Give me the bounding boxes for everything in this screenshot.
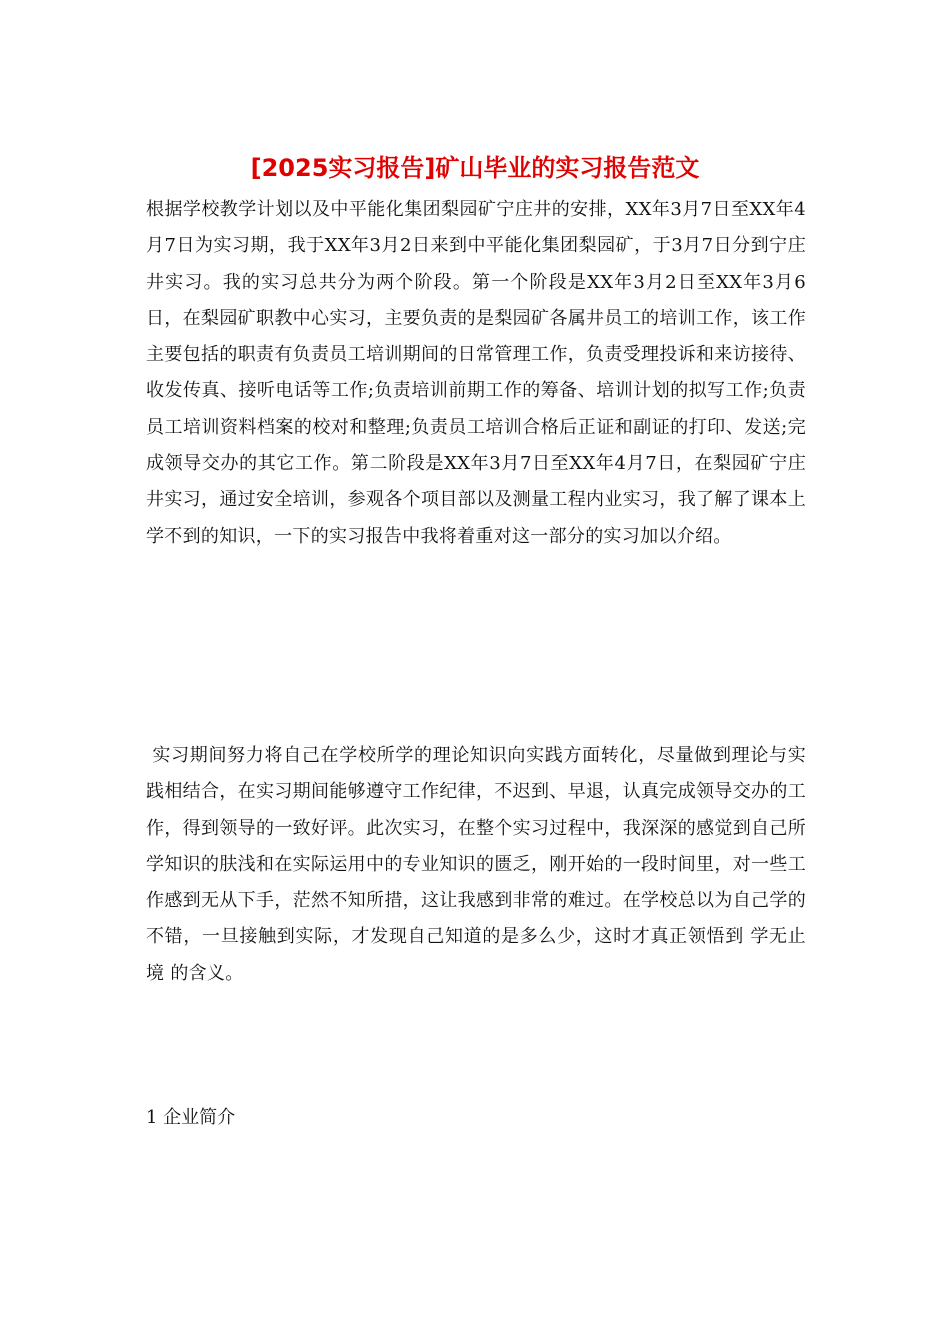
section-heading: 1 企业简介 <box>146 1107 236 1128</box>
document-title: [2025实习报告]矿山毕业的实习报告范文 <box>250 154 700 182</box>
internship-summary-paragraph: 实习期间努力将自己在学校所学的理论知识向实践方面转化，尽量做到理论与实践相结合，在实习期间能够遵守工作纪律，不迟到、早退，认真完成领导交办的工作，得到领导的一致好评。此次实习，在整个实习过程中，我深深的感觉到自己所学知识的肤浅和在实际运用中的专业知识的匮乏，刚开始的一段时间里，对一些工作感到无从下手，茫然不知所措，这让我感到非常的难过。在学校总以为自己学的不错，一旦接触到实际，才发现自己知道的是多么少，这时才真正领悟到 学无止境 的含义。 <box>146 745 807 984</box>
intro-paragraph: 根据学校教学计划以及中平能化集团梨园矿宁庄井的安排，XX年3月7日至XX年4月7日为实习期，我于XX年3月2日来到中平能化集团梨园矿，于3月7日分到宁庄井实习。我的实习总共分为两个阶段。第一个阶段是XX年3月2日至XX年3月6日，在梨园矿职教中心实习，主要负责的是梨园矿各属井员工的培训工作，该工作主要包括的职责有负责员工培训期间的日常管理工作，负责受理投诉和来访接待、收发传真、接听电话等工作;负责培训前期工作的筹备、培训计划的拟写工作;负责员工培训资料档案的校对和整理;负责员工培训合格后正证和副证的打印、发送;完成领导交办的其它工作。第二阶段是XX年3月7日至XX年4月7日，在梨园矿宁庄井实习，通过安全培训，参观各个项目部以及测量工程内业实习，我了解了课本上学不到的知识，一下的实习报告中我将着重对这一部分的实习加以介绍。 <box>146 199 806 547</box>
